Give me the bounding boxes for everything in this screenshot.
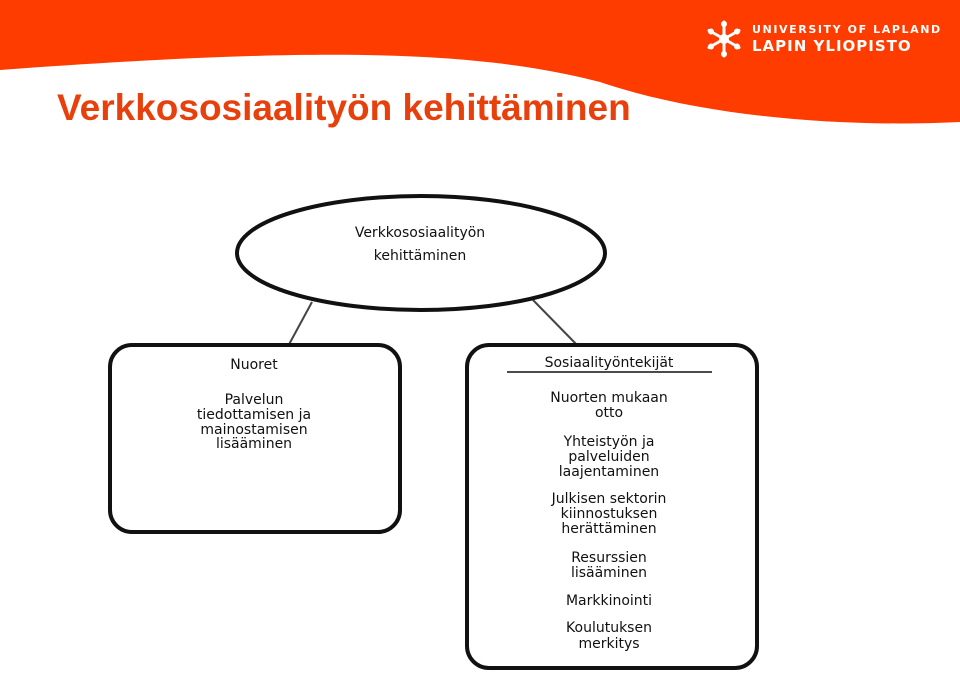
logo-line-finnish: LAPIN YLIOPISTO [752,37,912,55]
branch-item-line: Nuorten mukaan [550,390,668,406]
branch-item-line: merkitys [578,636,640,652]
branch-item-line: Julkisen sektorin [551,491,667,507]
branch-heading: Sosiaalityöntekijät [544,355,674,371]
slide-title: Verkkososiaalityön kehittäminen [57,87,631,128]
branch-item-line: lisääminen [570,565,648,581]
branch-item-line: palveluiden [568,449,650,465]
branch-heading: Nuoret [230,357,278,373]
logo-line-english: UNIVERSITY OF LAPLAND [752,23,942,36]
root-label-line: kehittäminen [373,248,467,264]
branch-item-line: Palvelun [224,392,284,408]
branch-item-line: Resurssien [571,550,647,566]
root-label-line: Verkkososiaalityön [354,225,486,241]
branch-item-line: mainostamisen [200,422,308,438]
branch-item-line: Yhteistyön ja [563,434,655,450]
branch-item-line: laajentaminen [558,464,660,480]
connector-right [533,300,578,346]
branch-item-line: otto [594,405,624,421]
connector-left [286,302,312,350]
branch-item-line: Markkinointi [565,593,653,609]
branch-item-line: lisääminen [215,436,293,452]
branch-item-line: kiinnostuksen [560,506,658,522]
branch-item-line: tiedottamisen ja [196,407,312,423]
branch-item-line: Koulutuksen [566,620,652,636]
branch-item-line: herättäminen [561,521,657,537]
